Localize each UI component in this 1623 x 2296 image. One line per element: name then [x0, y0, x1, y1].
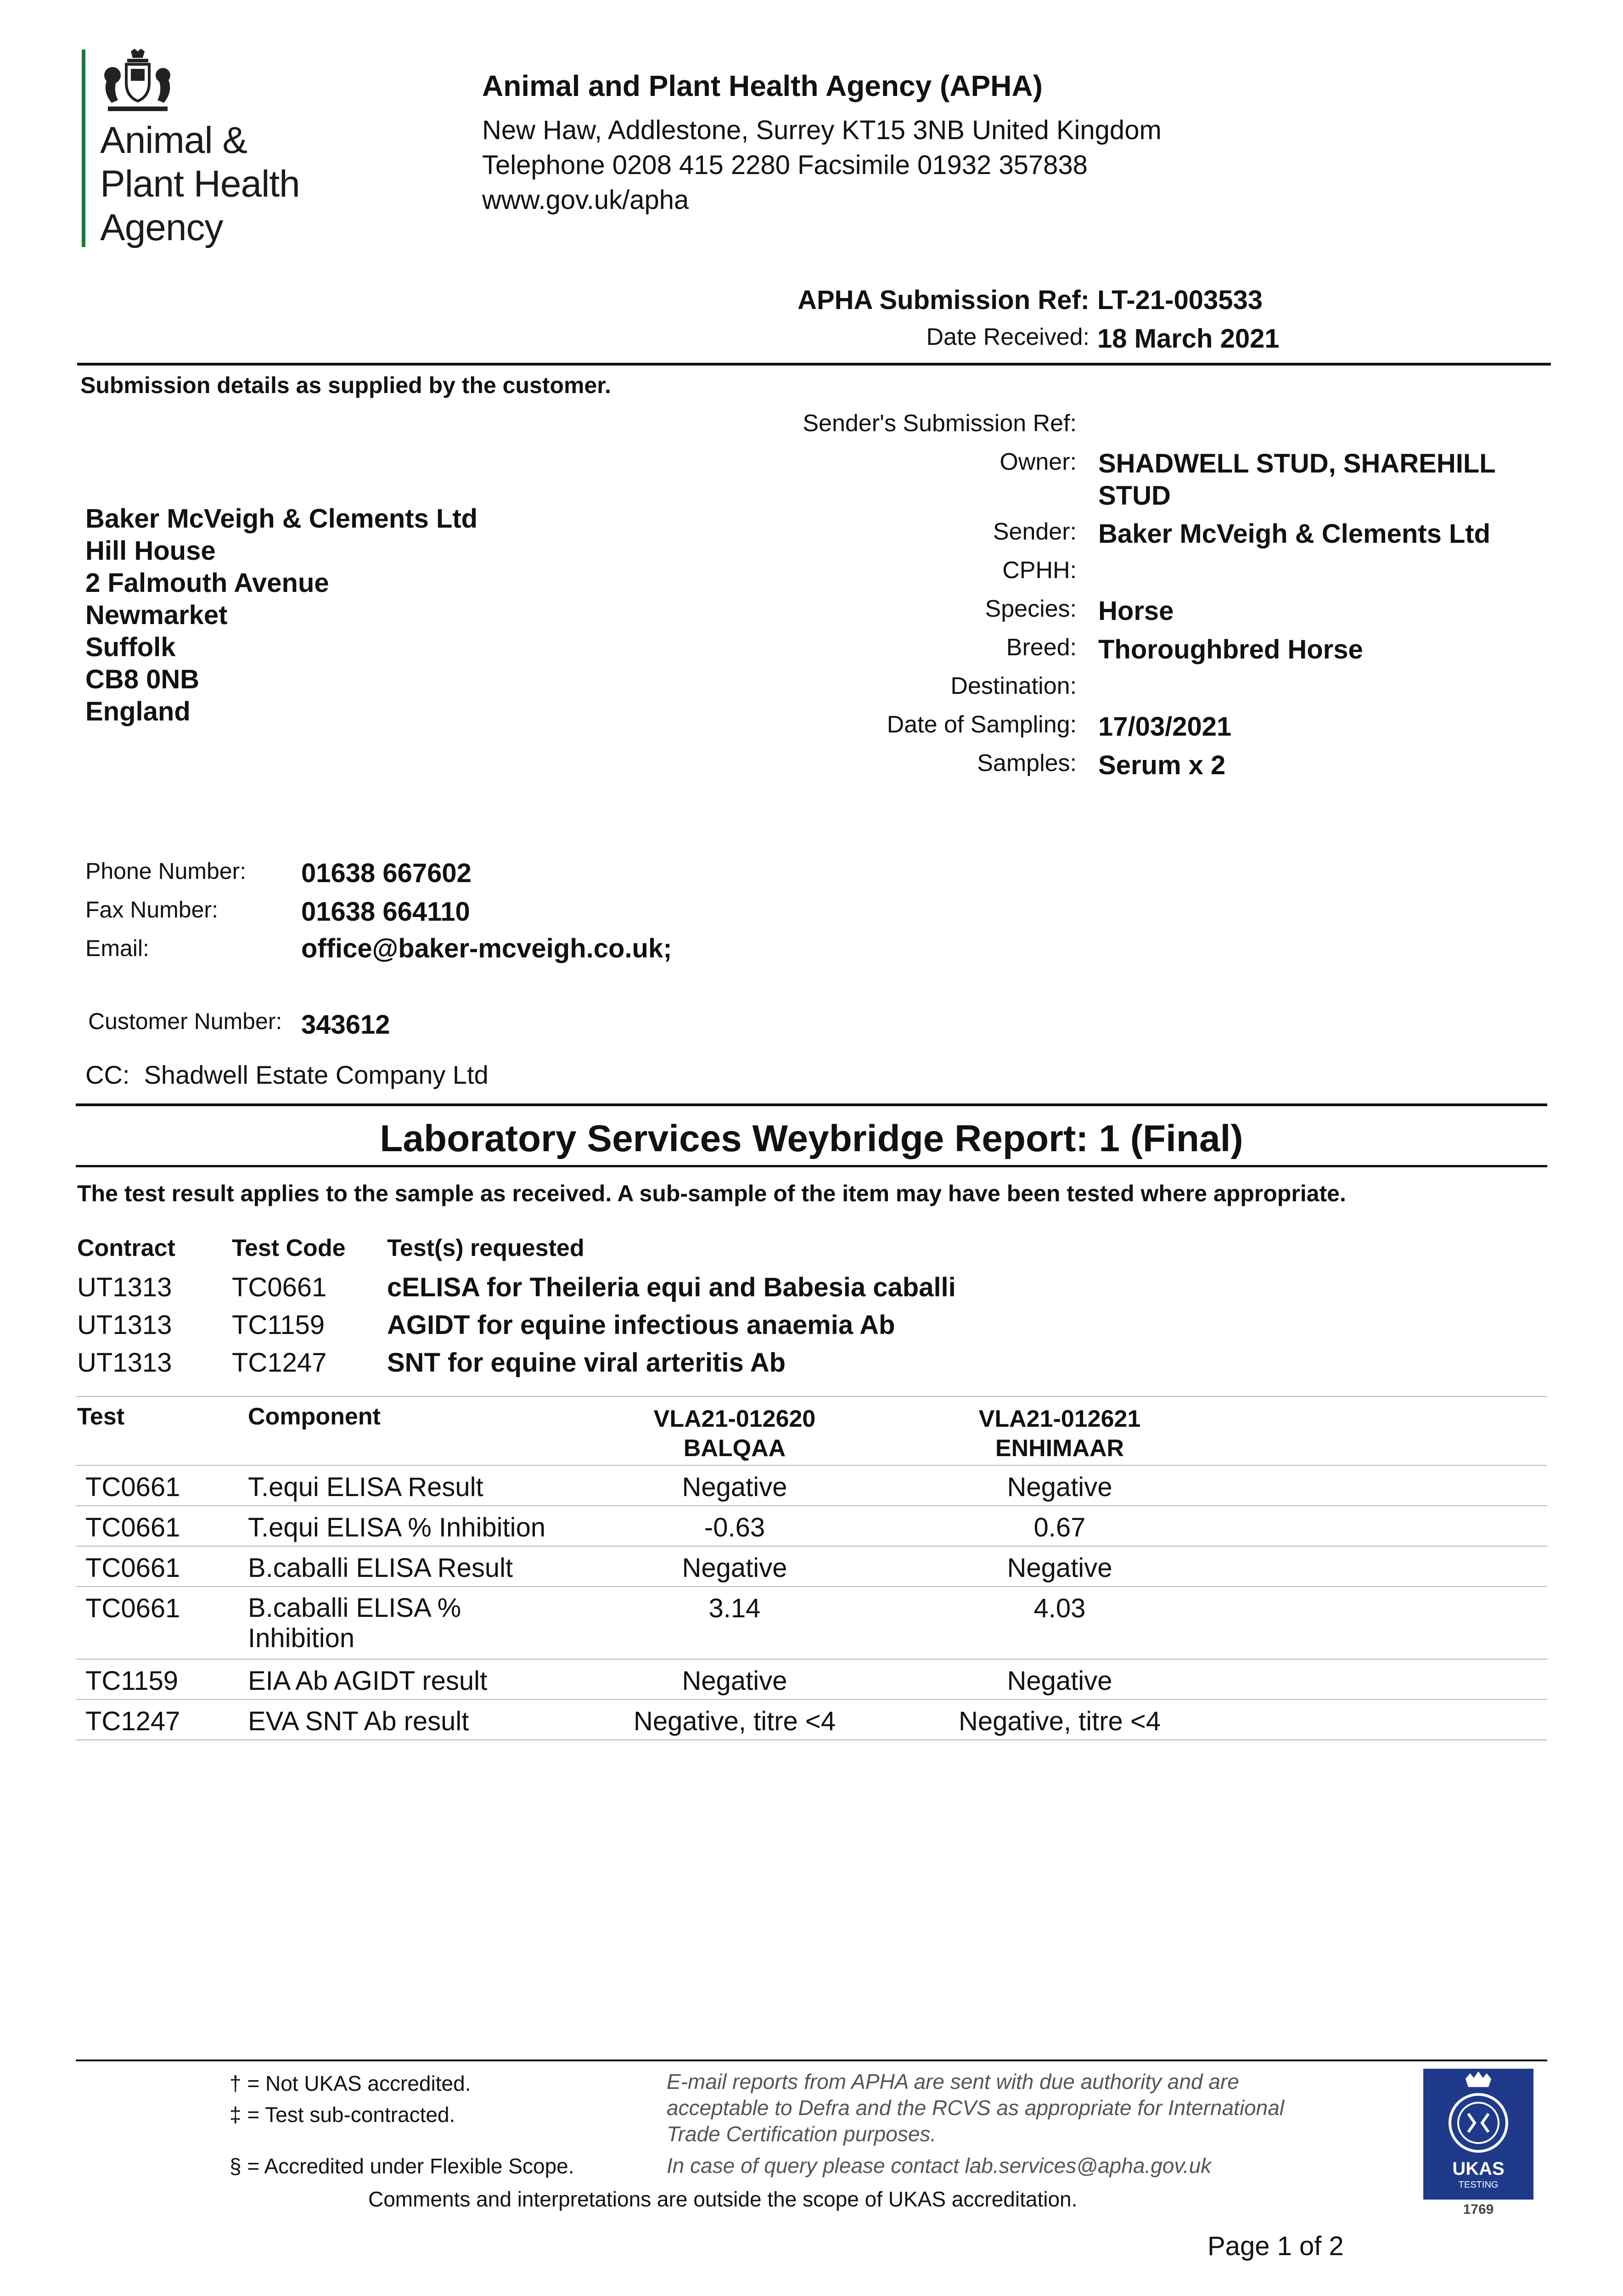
samples-value: Serum x 2 [1098, 750, 1226, 780]
request-contract: UT1313 [77, 1310, 172, 1340]
query-note: In case of query please contact lab.services@apha.gov.uk [667, 2154, 1212, 2178]
section-heading: Submission details as supplied by the customer. [80, 372, 611, 398]
header-divider [77, 363, 1551, 366]
cc-value: Shadwell Estate Company Ltd [144, 1060, 489, 1089]
address-line: 2 Falmouth Avenue [85, 568, 329, 598]
breed-value: Thoroughbred Horse [1098, 635, 1363, 664]
request-contract: UT1313 [77, 1272, 172, 1302]
results-component-header: Component [248, 1403, 381, 1430]
legend-subcontracted: ‡ = Test sub-contracted. [230, 2103, 455, 2127]
submission-ref-label: APHA Submission Ref: [797, 285, 1089, 315]
agency-phone-fax: Telephone 0208 415 2280 Facsimile 01932 357838 [482, 150, 1088, 180]
tests-requested-header: Test(s) requested [387, 1235, 584, 1261]
table-rule [76, 1465, 1547, 1466]
result-sample2: Negative, titre <4 [958, 1706, 1161, 1736]
test-code-header: Test Code [232, 1235, 346, 1261]
result-sample2: Negative [1007, 1666, 1112, 1696]
agency-name: Animal and Plant Health Agency (APHA) [482, 69, 1043, 102]
email-report-note [667, 2069, 1284, 2147]
result-sample2: Negative [1007, 1553, 1112, 1583]
logo-green-bar [82, 50, 85, 247]
logo-line-1: Animal & [100, 119, 247, 161]
email-note-line: E-mail reports from APHA are sent with due authority and are [667, 2070, 1239, 2093]
ukas-logo [1423, 2069, 1533, 2200]
email-value[interactable]: office@baker-mcveigh.co.uk; [301, 934, 672, 963]
result-test: TC0661 [85, 1593, 180, 1623]
phone-value: 01638 667602 [301, 858, 472, 888]
logo-line-2: Plant Health [100, 163, 300, 205]
sender-label: Sender: [993, 518, 1077, 545]
table-rule [76, 1699, 1547, 1700]
ukas-logo-text: UKAS [1452, 2159, 1505, 2179]
result-component: B.caballi ELISA Result [248, 1553, 513, 1583]
report-divider-top [76, 1103, 1547, 1106]
species-label: Species: [985, 596, 1077, 622]
contract-header: Contract [77, 1235, 175, 1261]
cc-line [85, 1060, 489, 1090]
agency-logo-wordmark [100, 118, 300, 249]
date-received-label: Date Received: [926, 324, 1089, 350]
report-divider-bottom [76, 1165, 1547, 1167]
sample1-id: VLA21-012620 [653, 1406, 816, 1432]
species-value: Horse [1098, 596, 1174, 626]
result-sample2: 4.03 [1033, 1593, 1086, 1623]
customer-number-value: 343612 [301, 1010, 390, 1040]
table-rule [76, 1505, 1547, 1506]
customer-number-label: Customer Number: [88, 1008, 282, 1034]
request-code: TC0661 [232, 1272, 327, 1302]
result-sample1: Negative [682, 1553, 787, 1583]
agency-website[interactable]: www.gov.uk/apha [482, 185, 689, 215]
result-component: EVA SNT Ab result [248, 1706, 469, 1736]
result-component [248, 1593, 461, 1654]
owner-label: Owner: [1000, 449, 1077, 475]
fax-value: 01638 664110 [301, 897, 470, 927]
date-received-value: 18 March 2021 [1097, 324, 1280, 354]
breed-label: Breed: [1006, 634, 1077, 661]
page-number: Page 1 of 2 [1207, 2231, 1344, 2261]
result-component: T.equi ELISA Result [248, 1472, 483, 1502]
footer-divider [76, 2060, 1547, 2061]
result-component: T.equi ELISA % Inhibition [248, 1513, 546, 1542]
sample2-id: VLA21-012621 [978, 1406, 1141, 1432]
senders-ref-label: Sender's Submission Ref: [803, 410, 1077, 437]
email-label: Email: [85, 935, 149, 961]
request-contract: UT1313 [77, 1348, 172, 1378]
result-sample2: 0.67 [1033, 1513, 1086, 1542]
address-line: England [85, 697, 191, 726]
result-component-line: Inhibition [248, 1623, 355, 1653]
destination-label: Destination: [950, 673, 1077, 699]
table-rule [76, 1659, 1547, 1660]
table-rule [76, 1396, 1547, 1397]
ukas-scope-note: Comments and interpretations are outside the scope of UKAS accreditation. [368, 2187, 1078, 2211]
royal-crest-icon [99, 48, 177, 117]
result-sample1: 3.14 [708, 1593, 761, 1623]
address-line: Newmarket [85, 600, 228, 630]
agency-address: New Haw, Addlestone, Surrey KT15 3NB United Kingdom [482, 115, 1162, 145]
table-rule [76, 1546, 1547, 1547]
cphh-label: CPHH: [1002, 557, 1077, 584]
sample2-name: ENHIMAAR [995, 1435, 1124, 1462]
fax-label: Fax Number: [85, 897, 218, 923]
result-sample1: -0.63 [704, 1513, 765, 1542]
request-test: AGIDT for equine infectious anaemia Ab [387, 1310, 895, 1340]
samples-label: Samples: [977, 750, 1077, 777]
result-test: TC0661 [85, 1513, 180, 1542]
submission-ref-value: LT-21-003533 [1097, 285, 1263, 315]
request-test: SNT for equine viral arteritis Ab [387, 1348, 786, 1378]
sampling-date-value: 17/03/2021 [1098, 712, 1232, 742]
sample2-header [922, 1404, 1197, 1463]
address-line: Hill House [85, 536, 216, 566]
result-sample1: Negative, titre <4 [633, 1706, 836, 1736]
result-sample1: Negative [682, 1666, 787, 1696]
owner-value: SHADWELL STUD, SHAREHILL STUD [1098, 449, 1495, 511]
address-line: Suffolk [85, 632, 176, 662]
result-component-line: B.caballi ELISA % [248, 1593, 461, 1623]
customer-address [85, 503, 477, 728]
results-test-header: Test [77, 1403, 125, 1430]
phone-label: Phone Number: [85, 858, 247, 884]
sampling-date-label: Date of Sampling: [887, 711, 1077, 738]
report-title: Laboratory Services Weybridge Report: 1 (Final) [380, 1118, 1243, 1159]
result-test: TC0661 [85, 1472, 180, 1502]
request-code: TC1159 [232, 1310, 325, 1340]
sender-value: Baker McVeigh & Clements Ltd [1098, 519, 1491, 549]
cc-label: CC: [85, 1060, 130, 1089]
table-rule [76, 1586, 1547, 1587]
request-code: TC1247 [232, 1348, 327, 1378]
sample1-name: BALQAA [683, 1435, 786, 1462]
table-rule [76, 1739, 1547, 1740]
ukas-logo-sub: TESTING [1458, 2180, 1499, 2190]
ukas-number: 1769 [1463, 2202, 1494, 2217]
report-disclaimer: The test result applies to the sample as received. A sub-sample of the item may have been tested where appropriate. [77, 1181, 1346, 1206]
address-line: Baker McVeigh & Clements Ltd [85, 504, 478, 534]
ukas-crown-icon [1423, 2069, 1533, 2161]
result-sample2: Negative [1007, 1472, 1112, 1502]
address-line: CB8 0NB [85, 664, 200, 694]
result-component: EIA Ab AGIDT result [248, 1666, 488, 1696]
email-note-line: acceptable to Defra and the RCVS as appropriate for International [667, 2096, 1285, 2120]
legend-not-accredited: † = Not UKAS accredited. [230, 2071, 471, 2095]
legend-flexible-scope: § = Accredited under Flexible Scope. [230, 2154, 574, 2178]
result-test: TC0661 [85, 1553, 180, 1583]
result-sample1: Negative [682, 1472, 787, 1502]
logo-line-3: Agency [100, 207, 223, 248]
request-test: cELISA for Theileria equi and Babesia caballi [387, 1272, 956, 1302]
result-test: TC1247 [85, 1706, 180, 1736]
email-note-line: Trade Certification purposes. [667, 2122, 937, 2146]
sample1-header [597, 1404, 872, 1463]
result-test: TC1159 [85, 1666, 179, 1696]
